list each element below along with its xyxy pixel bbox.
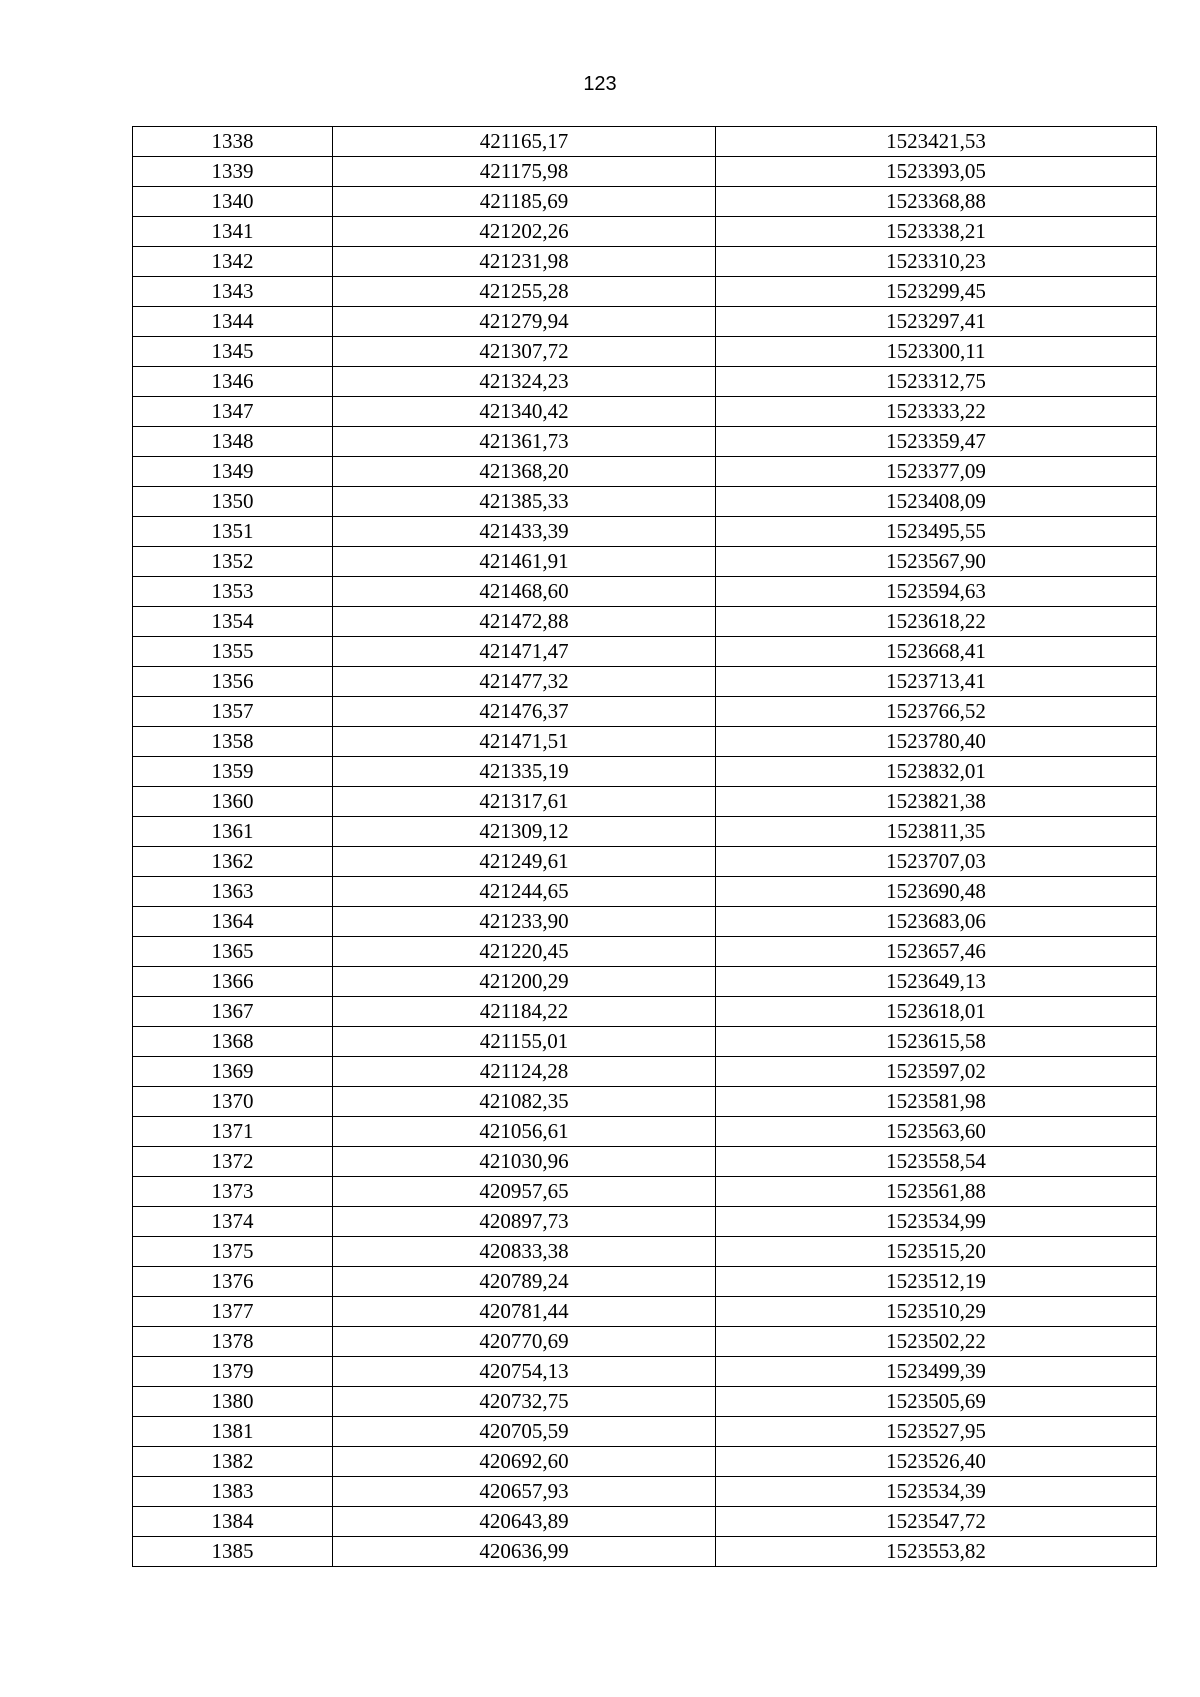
point-number-cell: 1368 [133, 1027, 333, 1057]
y-coordinate-cell: 1523821,38 [716, 787, 1157, 817]
point-number-cell: 1380 [133, 1387, 333, 1417]
y-coordinate-cell: 1523618,22 [716, 607, 1157, 637]
point-number-cell: 1345 [133, 337, 333, 367]
point-number-cell: 1366 [133, 967, 333, 997]
x-coordinate-cell: 420754,13 [333, 1357, 716, 1387]
x-coordinate-cell: 421335,19 [333, 757, 716, 787]
table-row [133, 1177, 1157, 1207]
x-coordinate-cell: 421309,12 [333, 817, 716, 847]
table-row [133, 907, 1157, 937]
point-number-cell: 1385 [133, 1537, 333, 1567]
y-coordinate-cell: 1523393,05 [716, 157, 1157, 187]
x-coordinate-cell: 420643,89 [333, 1507, 716, 1537]
y-coordinate-cell: 1523515,20 [716, 1237, 1157, 1267]
x-coordinate-cell: 421255,28 [333, 277, 716, 307]
x-coordinate-cell: 421155,01 [333, 1027, 716, 1057]
x-coordinate-cell: 421317,61 [333, 787, 716, 817]
point-number-cell: 1349 [133, 457, 333, 487]
table-row [133, 1387, 1157, 1417]
table-row [133, 697, 1157, 727]
table-row [133, 1087, 1157, 1117]
table-row [133, 967, 1157, 997]
x-coordinate-cell: 420732,75 [333, 1387, 716, 1417]
x-coordinate-cell: 421244,65 [333, 877, 716, 907]
y-coordinate-cell: 1523421,53 [716, 127, 1157, 157]
table-row [133, 877, 1157, 907]
table-row [133, 1147, 1157, 1177]
x-coordinate-cell: 421324,23 [333, 367, 716, 397]
y-coordinate-cell: 1523553,82 [716, 1537, 1157, 1567]
table-row [133, 547, 1157, 577]
table-row [133, 1267, 1157, 1297]
table-row [133, 1027, 1157, 1057]
y-coordinate-cell: 1523567,90 [716, 547, 1157, 577]
table-row [133, 1447, 1157, 1477]
y-coordinate-cell: 1523780,40 [716, 727, 1157, 757]
point-number-cell: 1371 [133, 1117, 333, 1147]
x-coordinate-cell: 421056,61 [333, 1117, 716, 1147]
point-number-cell: 1370 [133, 1087, 333, 1117]
table-row [133, 727, 1157, 757]
x-coordinate-cell: 421202,26 [333, 217, 716, 247]
point-number-cell: 1356 [133, 667, 333, 697]
y-coordinate-cell: 1523333,22 [716, 397, 1157, 427]
point-number-cell: 1358 [133, 727, 333, 757]
x-coordinate-cell: 420692,60 [333, 1447, 716, 1477]
table-row [133, 397, 1157, 427]
x-coordinate-cell: 421184,22 [333, 997, 716, 1027]
table-row [133, 577, 1157, 607]
y-coordinate-cell: 1523547,72 [716, 1507, 1157, 1537]
table-row [133, 277, 1157, 307]
x-coordinate-cell: 421200,29 [333, 967, 716, 997]
y-coordinate-cell: 1523377,09 [716, 457, 1157, 487]
x-coordinate-cell: 421249,61 [333, 847, 716, 877]
x-coordinate-cell: 420897,73 [333, 1207, 716, 1237]
point-number-cell: 1354 [133, 607, 333, 637]
x-coordinate-cell: 421471,47 [333, 637, 716, 667]
point-number-cell: 1344 [133, 307, 333, 337]
y-coordinate-cell: 1523657,46 [716, 937, 1157, 967]
y-coordinate-cell: 1523563,60 [716, 1117, 1157, 1147]
point-number-cell: 1367 [133, 997, 333, 1027]
x-coordinate-cell: 421461,91 [333, 547, 716, 577]
point-number-cell: 1382 [133, 1447, 333, 1477]
point-number-cell: 1347 [133, 397, 333, 427]
table-row [133, 1237, 1157, 1267]
y-coordinate-cell: 1523338,21 [716, 217, 1157, 247]
table-row [133, 1297, 1157, 1327]
table-row [133, 1207, 1157, 1237]
table-row [133, 637, 1157, 667]
y-coordinate-cell: 1523615,58 [716, 1027, 1157, 1057]
y-coordinate-cell: 1523690,48 [716, 877, 1157, 907]
x-coordinate-cell: 421231,98 [333, 247, 716, 277]
y-coordinate-cell: 1523297,41 [716, 307, 1157, 337]
x-coordinate-cell: 421233,90 [333, 907, 716, 937]
point-number-cell: 1350 [133, 487, 333, 517]
table-row [133, 1057, 1157, 1087]
y-coordinate-cell: 1523300,11 [716, 337, 1157, 367]
table-row [133, 667, 1157, 697]
y-coordinate-cell: 1523832,01 [716, 757, 1157, 787]
x-coordinate-cell: 421433,39 [333, 517, 716, 547]
point-number-cell: 1355 [133, 637, 333, 667]
table-row [133, 427, 1157, 457]
y-coordinate-cell: 1523505,69 [716, 1387, 1157, 1417]
x-coordinate-cell: 420636,99 [333, 1537, 716, 1567]
point-number-cell: 1352 [133, 547, 333, 577]
point-number-cell: 1339 [133, 157, 333, 187]
point-number-cell: 1338 [133, 127, 333, 157]
y-coordinate-cell: 1523299,45 [716, 277, 1157, 307]
y-coordinate-cell: 1523527,95 [716, 1417, 1157, 1447]
y-coordinate-cell: 1523526,40 [716, 1447, 1157, 1477]
table-row [133, 997, 1157, 1027]
x-coordinate-cell: 421185,69 [333, 187, 716, 217]
point-number-cell: 1362 [133, 847, 333, 877]
point-number-cell: 1375 [133, 1237, 333, 1267]
y-coordinate-cell: 1523649,13 [716, 967, 1157, 997]
point-number-cell: 1342 [133, 247, 333, 277]
x-coordinate-cell: 421472,88 [333, 607, 716, 637]
point-number-cell: 1369 [133, 1057, 333, 1087]
table-row [133, 517, 1157, 547]
y-coordinate-cell: 1523408,09 [716, 487, 1157, 517]
table-row [133, 187, 1157, 217]
table-row [133, 757, 1157, 787]
x-coordinate-cell: 421361,73 [333, 427, 716, 457]
table-row [133, 217, 1157, 247]
y-coordinate-cell: 1523499,39 [716, 1357, 1157, 1387]
x-coordinate-cell: 420957,65 [333, 1177, 716, 1207]
point-number-cell: 1377 [133, 1297, 333, 1327]
table-row [133, 817, 1157, 847]
x-coordinate-cell: 420789,24 [333, 1267, 716, 1297]
table-row [133, 307, 1157, 337]
point-number-cell: 1383 [133, 1477, 333, 1507]
y-coordinate-cell: 1523683,06 [716, 907, 1157, 937]
x-coordinate-cell: 421082,35 [333, 1087, 716, 1117]
point-number-cell: 1364 [133, 907, 333, 937]
point-number-cell: 1374 [133, 1207, 333, 1237]
x-coordinate-cell: 421477,32 [333, 667, 716, 697]
coordinates-table-body [133, 127, 1157, 1567]
x-coordinate-cell: 421030,96 [333, 1147, 716, 1177]
table-row [133, 1537, 1157, 1567]
point-number-cell: 1346 [133, 367, 333, 397]
x-coordinate-cell: 421340,42 [333, 397, 716, 427]
page-number: 123 [583, 73, 617, 95]
y-coordinate-cell: 1523502,22 [716, 1327, 1157, 1357]
y-coordinate-cell: 1523713,41 [716, 667, 1157, 697]
table-row [133, 157, 1157, 187]
table-row [133, 1507, 1157, 1537]
x-coordinate-cell: 421368,20 [333, 457, 716, 487]
point-number-cell: 1372 [133, 1147, 333, 1177]
x-coordinate-cell: 420657,93 [333, 1477, 716, 1507]
table-row [133, 607, 1157, 637]
x-coordinate-cell: 421124,28 [333, 1057, 716, 1087]
point-number-cell: 1384 [133, 1507, 333, 1537]
x-coordinate-cell: 421175,98 [333, 157, 716, 187]
point-number-cell: 1340 [133, 187, 333, 217]
point-number-cell: 1363 [133, 877, 333, 907]
y-coordinate-cell: 1523310,23 [716, 247, 1157, 277]
y-coordinate-cell: 1523534,99 [716, 1207, 1157, 1237]
point-number-cell: 1348 [133, 427, 333, 457]
point-number-cell: 1361 [133, 817, 333, 847]
y-coordinate-cell: 1523561,88 [716, 1177, 1157, 1207]
table-row [133, 1327, 1157, 1357]
x-coordinate-cell: 421307,72 [333, 337, 716, 367]
y-coordinate-cell: 1523312,75 [716, 367, 1157, 397]
y-coordinate-cell: 1523359,47 [716, 427, 1157, 457]
table-row [133, 367, 1157, 397]
y-coordinate-cell: 1523534,39 [716, 1477, 1157, 1507]
x-coordinate-cell: 421220,45 [333, 937, 716, 967]
point-number-cell: 1351 [133, 517, 333, 547]
x-coordinate-cell: 421471,51 [333, 727, 716, 757]
y-coordinate-cell: 1523368,88 [716, 187, 1157, 217]
y-coordinate-cell: 1523581,98 [716, 1087, 1157, 1117]
x-coordinate-cell: 421279,94 [333, 307, 716, 337]
y-coordinate-cell: 1523766,52 [716, 697, 1157, 727]
point-number-cell: 1360 [133, 787, 333, 817]
table-row [133, 937, 1157, 967]
point-number-cell: 1353 [133, 577, 333, 607]
y-coordinate-cell: 1523618,01 [716, 997, 1157, 1027]
x-coordinate-cell: 420705,59 [333, 1417, 716, 1447]
y-coordinate-cell: 1523495,55 [716, 517, 1157, 547]
point-number-cell: 1357 [133, 697, 333, 727]
table-row [133, 127, 1157, 157]
coordinates-table [132, 126, 1157, 1567]
y-coordinate-cell: 1523597,02 [716, 1057, 1157, 1087]
x-coordinate-cell: 421385,33 [333, 487, 716, 517]
point-number-cell: 1379 [133, 1357, 333, 1387]
y-coordinate-cell: 1523707,03 [716, 847, 1157, 877]
table-row [133, 1417, 1157, 1447]
point-number-cell: 1359 [133, 757, 333, 787]
table-row [133, 337, 1157, 367]
point-number-cell: 1373 [133, 1177, 333, 1207]
table-row [133, 487, 1157, 517]
y-coordinate-cell: 1523594,63 [716, 577, 1157, 607]
x-coordinate-cell: 420781,44 [333, 1297, 716, 1327]
table-row [133, 1477, 1157, 1507]
x-coordinate-cell: 421476,37 [333, 697, 716, 727]
point-number-cell: 1378 [133, 1327, 333, 1357]
point-number-cell: 1365 [133, 937, 333, 967]
y-coordinate-cell: 1523668,41 [716, 637, 1157, 667]
point-number-cell: 1343 [133, 277, 333, 307]
y-coordinate-cell: 1523558,54 [716, 1147, 1157, 1177]
x-coordinate-cell: 420770,69 [333, 1327, 716, 1357]
x-coordinate-cell: 421468,60 [333, 577, 716, 607]
table-row [133, 1357, 1157, 1387]
point-number-cell: 1381 [133, 1417, 333, 1447]
table-row [133, 247, 1157, 277]
table-row [133, 847, 1157, 877]
point-number-cell: 1376 [133, 1267, 333, 1297]
y-coordinate-cell: 1523510,29 [716, 1297, 1157, 1327]
point-number-cell: 1341 [133, 217, 333, 247]
x-coordinate-cell: 420833,38 [333, 1237, 716, 1267]
y-coordinate-cell: 1523512,19 [716, 1267, 1157, 1297]
table-row [133, 787, 1157, 817]
y-coordinate-cell: 1523811,35 [716, 817, 1157, 847]
x-coordinate-cell: 421165,17 [333, 127, 716, 157]
table-row [133, 457, 1157, 487]
table-row [133, 1117, 1157, 1147]
